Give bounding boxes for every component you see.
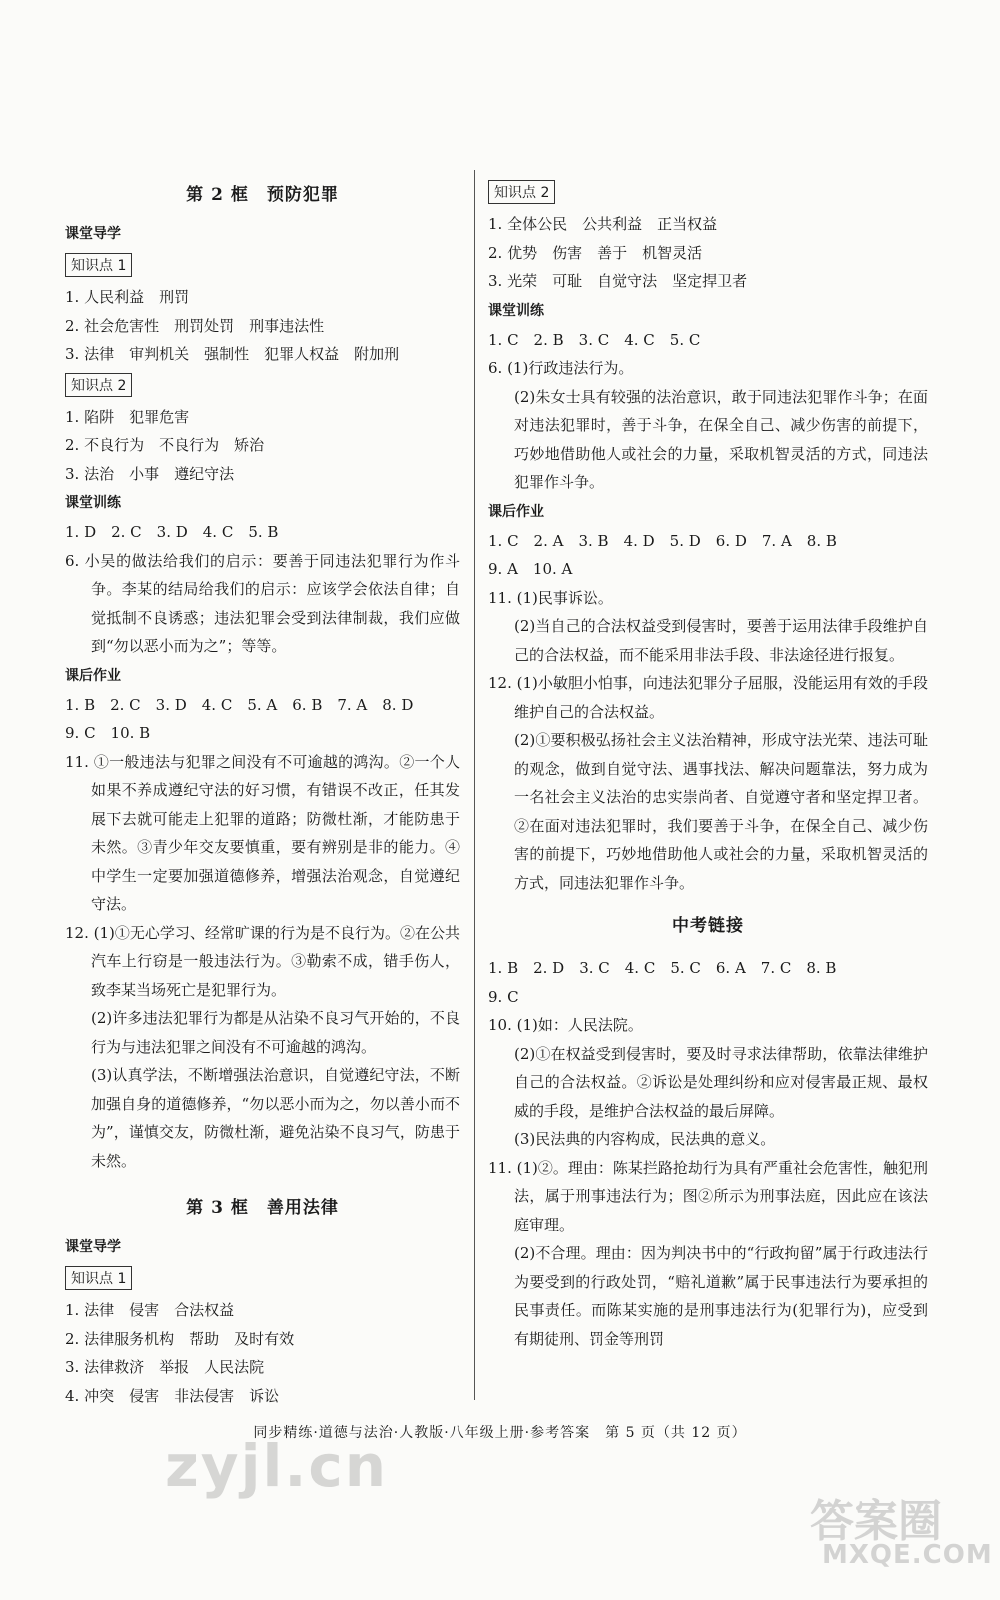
answer-line: 1. 法律 侵害 合法权益: [65, 1301, 235, 1319]
section-title-use-law: 第 3 框 善用法律: [186, 1198, 339, 1218]
section-title-prevent-crime: 第 2 框 预防犯罪: [186, 185, 339, 205]
subheading-homework: 课后作业: [488, 503, 544, 520]
watermark-logo: zyjl.cn: [165, 1432, 389, 1500]
answer-line: 1. B 2. C 3. D 4. C 5. A 6. B 7. A 8. D: [65, 695, 414, 714]
answer-line: 1. C 2. A 3. B 4. D 5. D 6. D 7. A 8. B: [488, 531, 837, 550]
knowledge-point-label: 知识点 2: [488, 180, 555, 204]
answer-paragraph: (3)认真学法，不断增强法治意识，自觉遵纪守法，不断加强自身的道德修养，“勿以恶小而为之，勿以善小而不为”，谨慎交友，防微杜渐，避免沾染不良习气，防患于未然。: [91, 1066, 460, 1170]
answer-line: 1. 全体公民 公共利益 正当权益: [488, 215, 718, 233]
answer-line: (3)民法典的内容构成，民法典的意义。: [514, 1130, 776, 1148]
knowledge-point-label: 知识点 2: [65, 373, 132, 397]
page-footer: 同步精练·道德与法治·人教版·八年级上册·参考答案 第 5 页（共 12 页）: [253, 1425, 747, 1441]
subheading-guide: 课堂导学: [65, 226, 121, 242]
answer-paragraph: 6. 小吴的做法给我们的启示：要善于同违法犯罪行为作斗争。李某的结局给我们的启示：应该学会依法自律；自觉抵制不良诱惑；违法犯罪会受到法律制裁，我们应做到“勿以恶小而为之”；等等。: [65, 551, 460, 655]
right-column: [488, 176, 928, 1353]
answer-paragraph: (2)①要积极弘扬社会主义法治精神，形成守法光荣、违法可耻的观念，做到自觉守法、遇事找法、解决问题靠法，努力成为一名社会主义法治的忠实崇尚者、自觉遵守者和坚定捍卫者。②在面对违法犯罪时，我们要善于斗争，在保全自己、减少伤害的前提下，巧妙地借助他人或社会的力量，采取机智灵活的方式，同违法犯罪作斗争。: [514, 731, 928, 892]
section-title-exam-link: 中考链接: [672, 916, 744, 936]
answer-paragraph: (2)不合理。理由：因为判决书中的“行政拘留”属于行政违法行为要受到的行政处罚，“赔礼道歉”属于民事违法行为要承担的民事责任。而陈某实施的是刑事违法行为(犯罪行为)，应受到有期徒刑、罚金等刑罚: [514, 1244, 928, 1348]
answer-paragraph: (2)①在权益受到侵害时，要及时寻求法律帮助，依靠法律维护自己的合法权益。②诉讼是处理纠纷和应对侵害最正规、最权威的手段，是维护合法权益的最后屏障。: [514, 1044, 928, 1120]
answer-line: 9. C 10. B: [65, 724, 151, 742]
answer-line: 2. 社会危害性 刑罚处罚 刑事违法性: [65, 316, 325, 335]
answer-paragraph: 12. (1)①无心学习、经常旷课的行为是不良行为。②在公共汽车上行窃是一般违法行为。③勒索不成，错手伤人，致李某当场死亡是犯罪行为。: [65, 923, 460, 999]
subheading-training: 课堂训练: [488, 302, 544, 319]
answer-line: 6. (1)行政违法行为。: [488, 359, 634, 377]
answer-line: 1. D 2. C 3. D 4. C 5. B: [65, 523, 279, 541]
answer-line: 1. 陷阱 犯罪危害: [65, 407, 190, 426]
answer-paragraph: (2)当自己的合法权益受到侵害时，要善于运用法律手段维护自己的合法权益，而不能采用非法手段、非法途径进行报复。: [514, 617, 928, 664]
answer-line: 2. 法律服务机构 帮助 及时有效: [65, 1329, 295, 1348]
answer-line: 1. C 2. B 3. C 4. C 5. C: [488, 330, 701, 349]
answer-paragraph: 11. (1)②。理由：陈某拦路抢劫行为具有严重社会危害性，触犯刑法，属于刑事违法行为；图②所示为刑事法庭，因此应在该法庭审理。: [488, 1158, 928, 1234]
answer-line: 11. (1)民事诉讼。: [488, 588, 613, 607]
answer-line: 3. 法治 小事 遵纪守法: [65, 464, 235, 483]
answer-paragraph: 11. ①一般违法与犯罪之间没有不可逾越的鸿沟。②一个人如果不养成遵纪守法的好习惯，有错误不改正，任其发展下去就可能走上犯罪的道路；防微杜渐，才能防患于未然。③青少年交友要慎重，要有辨别是非的能力。④中学生一定要加强道德修养，增强法治观念，自觉遵纪守法。: [65, 752, 460, 913]
answer-line: 3. 法律 审判机关 强制性 犯罪人权益 附加刑: [65, 345, 400, 363]
answer-paragraph: 12. (1)小敏胆小怕事，向违法犯罪分子屈服，没能运用有效的手段维护自己的合法权益。: [488, 674, 928, 721]
column-divider: [474, 170, 475, 1400]
knowledge-point-label: 知识点 1: [65, 253, 132, 277]
watermark-logo: MXQE.COM: [822, 1540, 993, 1570]
answer-line: 1. 人民利益 刑罚: [65, 288, 190, 306]
answer-paragraph: (2)许多违法犯罪行为都是从沾染不良习气开始的，不良行为与违法犯罪之间没有不可逾越的鸿沟。: [91, 1009, 460, 1056]
answer-line: 2. 优势 伤害 善于 机智灵活: [488, 243, 703, 262]
answer-line: 2. 不良行为 不良行为 矫治: [65, 436, 265, 454]
answer-line: 10. (1)如：人民法院。: [488, 1016, 643, 1034]
answer-line: 3. 光荣 可耻 自觉守法 坚定捍卫者: [488, 272, 748, 290]
answer-paragraph: (2)朱女士具有较强的法治意识，敢于同违法犯罪作斗争；在面对违法犯罪时，善于斗争，在保全自己、减少伤害的前提下，巧妙地借助他人或社会的力量，采取机智灵活的方式，同违法犯罪作斗争。: [514, 387, 928, 491]
answer-line: 3. 法律救济 举报 人民法院: [65, 1358, 265, 1376]
subheading-homework: 课后作业: [65, 667, 121, 684]
subheading-training: 课堂训练: [65, 495, 121, 511]
answer-line: 4. 冲突 侵害 非法侵害 诉讼: [65, 1386, 280, 1405]
answer-line: 9. A 10. A: [488, 560, 573, 578]
left-column: [65, 168, 460, 1410]
answer-line: 9. C: [488, 987, 519, 1006]
answer-line: 1. B 2. D 3. C 4. C 5. C 6. A 7. C 8. B: [488, 959, 837, 977]
subheading-guide: 课堂导学: [65, 1239, 121, 1255]
watermark-logo: 答案圈: [810, 1496, 942, 1547]
knowledge-point-label: 知识点 1: [65, 1266, 132, 1290]
